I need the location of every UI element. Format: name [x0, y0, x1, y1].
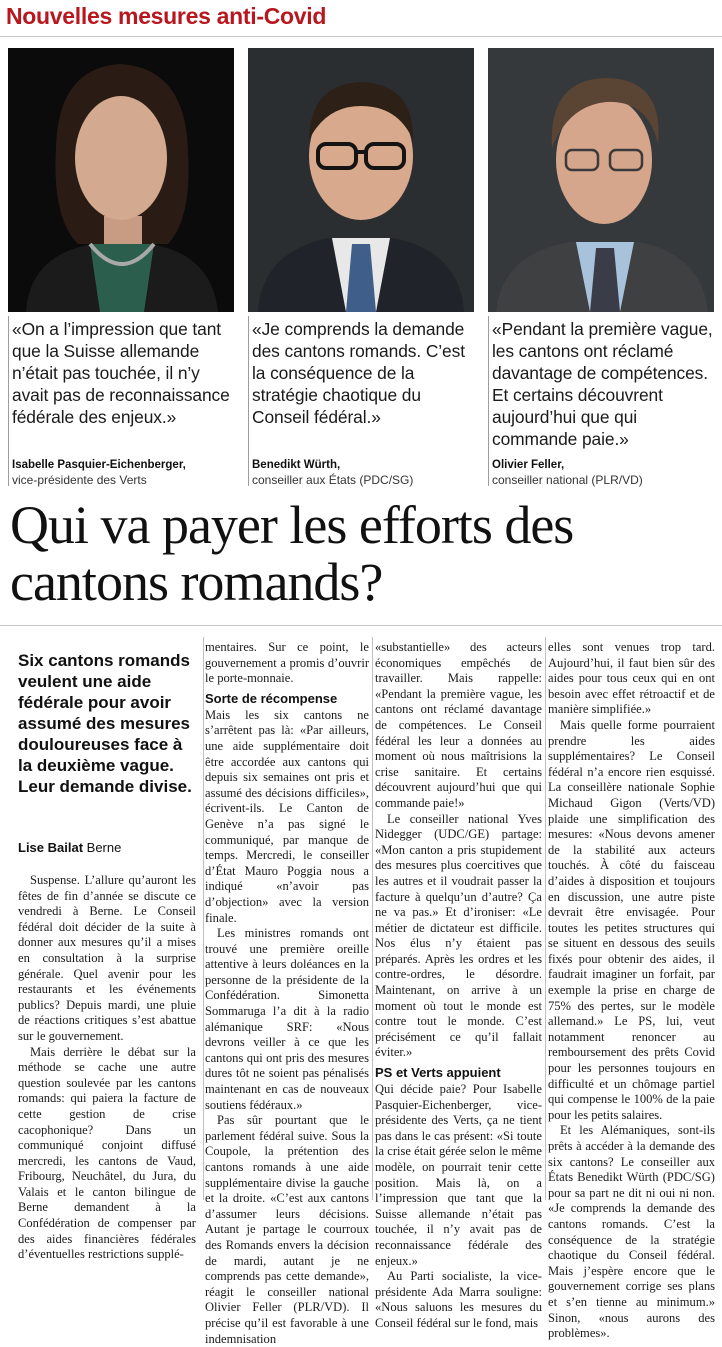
portrait-role-1: vice-présidente des Verts — [12, 473, 147, 487]
paragraph: mentaires. Sur ce point, le gouvernement a promis d’ouvrir le porte-monnaie. — [205, 640, 369, 686]
paragraph: Pas sûr pourtant que le parlement fédéral suive. Sous la Coupole, la prétention des cantons romands à une aide supplémentaire divise la gauche et la droite. «C’est aux cantons d’assumer leurs décisions. Autant je partage le courroux des Romands envers la décision de mardi, autant je ne comprends pas cette demande», réagit le conseiller national Olivier Feller (PLR/VD). Il précise qu’il est favorable à une indemnisation — [205, 1113, 369, 1346]
portrait-photo-1 — [8, 48, 234, 312]
column-rule-1 — [203, 637, 204, 1200]
portrait-quote-3: «Pendant la première vague, les cantons ont réclamé davantage de compétences. Et certains découvrent aujourd’hui que qui commande paie.» — [492, 319, 713, 449]
header-rule — [0, 36, 722, 37]
article-column-4 — [548, 640, 715, 1342]
paragraph: «substantielle» des acteurs économiques empêchés de travailler. Mais rappelle: «Pendant la première vague, les cantons ont réclamé davantage de compétences. Le Conseil fédéral les leur a données au moment où nous maîtrisions la crise sanitaire. Et certains découvrent aujourd’hui que qui commande paie!» — [375, 640, 542, 810]
portrait-name-3: Olivier Feller, — [492, 459, 565, 471]
column-rule-3 — [545, 637, 546, 1200]
paragraph: Qui décide paie? Pour Isabelle Pasquier-Eichenberger, vice-présidente des Verts, ça ne tient pas dans le cas présent: «Si toute la crise était gérée selon le même modèle, on pourrait tenir cette position. Mais là, on a l’impression que tant que la Suisse allemande n’était pas touchée, il n’y avait pas de reconnaissance fédérale des enjeux.» — [375, 1082, 542, 1268]
article-headline: Qui va payer les efforts des cantons romands? — [10, 495, 574, 612]
portrait-quote-1: «On a l’impression que tant que la Suisse allemande n’était pas touchée, il n’y avait pas de reconnaissance fédérale des enjeux.» — [12, 319, 230, 427]
paragraph: elles sont venues trop tard. Aujourd’hui, il faut bien sûr des aides pour tous ceux qui en ont besoin avec effet rétroactif et de manière simplifiée.» — [548, 640, 715, 717]
portrait-role-3: conseiller national (PLR/VD) — [492, 473, 643, 487]
subheading: Sorte de récompense — [205, 690, 338, 706]
portrait-photo-3 — [488, 48, 714, 312]
paragraph: Les ministres romands ont trouvé une première oreille attentive à leurs doléances en la personne de la présidente de la Confédération. Simonetta Sommaruga l’a dit à la radio alémanique SRF: «Nous devrons veiller à ce que les cantons qui ont pris des mesures dures tôt ne soient pas pénalisés maintenant en cas de nouveaux soutiens fédéraux.» — [205, 926, 369, 1112]
paragraph: Mais quelle forme pourraient prendre les aides supplémentaires? Le Conseil fédéral n’a encore rien esquissé. La conseillère nationale Sophie Michaud Gigon (Verts/VD) plaide une simplification des mesures: «Nous devons amener de la stabilité aux acteurs touchés. À côté du faisceau d’aides à disposition et toujours en discussion, une autre piste devrait être envisagée. Pour toutes les petites structures qui se situent en dessous des seuils fixés pour obtenir des aides, il faudrait imaginer un forfait, par exemple la prise en charge de 75% des pertes, sur le modèle allemand.» Le PS, lui, veut notamment renoncer au remboursement des prêts Covid pour les personnes toujours en difficulté et un chômage partiel qui compense le 100% de la paie pour les petits salaires. — [548, 717, 715, 1122]
quote-rule-1 — [8, 316, 9, 486]
section-kicker: Nouvelles mesures anti-Covid — [6, 3, 327, 29]
paragraph: Le conseiller national Yves Nidegger (UDC/GE) partage: «Mon canton a pris stupidement des mesures plus coercitives que les autres et il voudrait passer la facture à quelqu’un d’autre? Ça ne va pas.» Et d’ironiser: «Le métier de dictateur est difficile. Nos élus n’y étaient pas préparés. Après les ordres et les contre-ordres, le désordre. Maintenant, on arrive à un moment où tout le monde est contre tout le monde. C’est précisément ce qu’il fallait éviter.» — [375, 811, 542, 1060]
author-name: Lise Bailat — [18, 840, 84, 855]
quote-rule-3 — [488, 316, 489, 486]
article-column-3 — [375, 640, 542, 1332]
quote-rule-2 — [248, 316, 249, 486]
portrait-photo-2 — [248, 48, 474, 312]
article-column-2 — [205, 640, 369, 1347]
column-rule-2 — [372, 637, 373, 1200]
portrait-quote-2: «Je comprends la demande des cantons romands. C’est la conséquence de la stratégie chaotique du Conseil fédéral.» — [252, 319, 465, 427]
subheading: PS et Verts appuient — [375, 1065, 501, 1081]
paragraph: Mais derrière le débat sur la méthode se cache une autre question soulevée par les cantons romands: qui paiera la facture de cette gestion de crise cacophonique? Dans un communiqué conjoint diffusé mercredi, les cantons de Vaud, Fribourg, Neuchâtel, du Jura, du Valais et le canton bilingue de Berne demandent à la Confédération de compenser par des aides financières fédérales d’éventuelles restrictions supplé- — [18, 1044, 196, 1262]
paragraph: Et les Alémaniques, sont-ils prêts à accéder à la demande des six cantons? Le conseiller aux États Benedikt Würth (PDC/SG) pour sa part ne dit ni oui ni non. «Je comprends la demande des cantons romands. C’est la conséquence de la stratégie chaotique du Conseil fédéral. Mais j’espère encore que le gouvernement corrige ses plans et s’en tienne au minimum.» Sinon, «nous aurons des problèmes». — [548, 1123, 715, 1341]
article-lead: Six cantons romands veulent une aide fédérale pour avoir assumé des mesures douloureuses face à la deuxième vague. Leur demande divise. — [18, 651, 192, 796]
article-column-1 — [18, 873, 196, 1263]
portrait-role-2: conseiller aux États (PDC/SG) — [252, 473, 414, 487]
portrait-name-1: Isabelle Pasquier-Eichenberger, — [12, 459, 186, 471]
paragraph: Au Parti socialiste, la vice-présidente Ada Marra souligne: «Nous saluons les mesures du Conseil fédéral sur le fond, mais — [375, 1269, 542, 1330]
portrait-name-2: Benedikt Würth, — [252, 459, 341, 471]
paragraph: Mais les six cantons ne s’arrêtent pas là: «Par ailleurs, une aide supplémentaire doit être accordée aux cantons qui depuis six semaines ont pris et assumé des décisions difficiles», écrivent-ils. Le Canton de Genève n’a pas signé le communiqué, par manque de temps. Mercredi, le conseiller d’État Mauro Poggia nous a indiqué «n’avoir pas d’objection» avec la version finale. — [205, 707, 369, 925]
byline — [18, 840, 121, 856]
paragraph: Suspense. L’allure qu’auront les fêtes de fin d’année se discute ce vendredi à Berne. Le Conseil fédéral doit décider de la suite à donner aux mesures qu’il a mises en consultation à la surprise générale. Quel avenir pour les restaurants et les événements publics? Depuis mardi, une pluie de réactions critiques s’est abattue sur le gouvernement. — [18, 873, 196, 1043]
byline-place: Berne — [86, 840, 122, 855]
headline-rule — [0, 625, 722, 626]
